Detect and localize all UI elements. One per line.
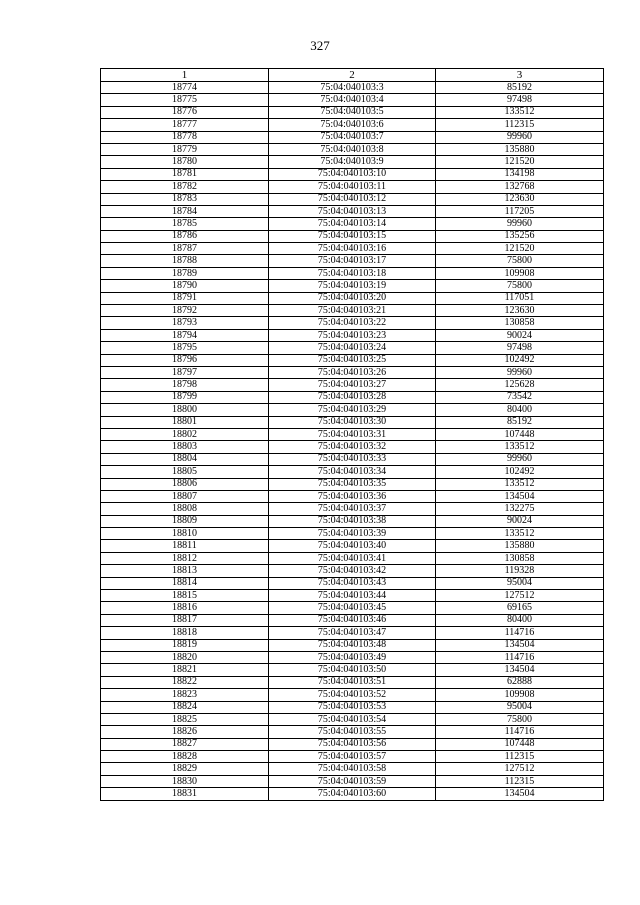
table-row [101,441,604,453]
row-number-cell: 18807 [101,490,269,502]
row-number-cell: 18797 [101,366,269,378]
row-number-cell: 18802 [101,428,269,440]
table-row [101,317,604,329]
cadastral-number-cell: 75:04:040103:32 [269,441,436,453]
row-number-cell: 18783 [101,193,269,205]
table-row [101,181,604,193]
table-row [101,243,604,255]
cadastral-number-cell: 75:04:040103:44 [269,590,436,602]
row-number-cell: 18829 [101,763,269,775]
value-cell: 133512 [436,528,604,540]
table-row [101,751,604,763]
value-cell: 133512 [436,478,604,490]
row-number-cell: 18780 [101,156,269,168]
cadastral-number-cell: 75:04:040103:8 [269,143,436,155]
value-cell: 102492 [436,466,604,478]
value-cell: 112315 [436,775,604,787]
table-row [101,490,604,502]
table-row [101,540,604,552]
cadastral-number-cell: 75:04:040103:35 [269,478,436,490]
value-cell: 90024 [436,515,604,527]
table-row [101,342,604,354]
row-number-cell: 18819 [101,639,269,651]
cadastral-number-cell: 75:04:040103:38 [269,515,436,527]
row-number-cell: 18793 [101,317,269,329]
row-number-cell: 18791 [101,292,269,304]
value-cell: 134504 [436,664,604,676]
value-cell: 99960 [436,453,604,465]
cadastral-number-cell: 75:04:040103:31 [269,428,436,440]
cadastral-number-cell: 75:04:040103:6 [269,119,436,131]
value-cell: 95004 [436,577,604,589]
value-cell: 123630 [436,193,604,205]
cadastral-number-cell: 75:04:040103:45 [269,602,436,614]
value-cell: 117205 [436,205,604,217]
cadastral-number-cell: 75:04:040103:7 [269,131,436,143]
cadastral-number-cell: 75:04:040103:52 [269,689,436,701]
value-cell: 134504 [436,639,604,651]
value-cell: 109908 [436,689,604,701]
table-row [101,515,604,527]
table-row [101,193,604,205]
table-row [101,478,604,490]
cadastral-number-cell: 75:04:040103:29 [269,404,436,416]
row-number-cell: 18805 [101,466,269,478]
value-cell: 117051 [436,292,604,304]
row-number-cell: 18821 [101,664,269,676]
header-row [101,69,604,82]
cadastral-number-cell: 75:04:040103:56 [269,738,436,750]
value-cell: 114716 [436,651,604,663]
table-row [101,305,604,317]
row-number-cell: 18803 [101,441,269,453]
value-cell: 127512 [436,590,604,602]
value-cell: 62888 [436,676,604,688]
table-row [101,329,604,341]
row-number-cell: 18823 [101,689,269,701]
cadastral-number-cell: 75:04:040103:20 [269,292,436,304]
row-number-cell: 18795 [101,342,269,354]
value-cell: 75800 [436,713,604,725]
table-row [101,82,604,94]
value-cell: 99960 [436,218,604,230]
value-cell: 133512 [436,441,604,453]
table-row [101,651,604,663]
table-row [101,267,604,279]
table-row [101,552,604,564]
value-cell: 130858 [436,552,604,564]
value-cell: 75800 [436,280,604,292]
table-header [101,69,604,82]
row-number-cell: 18811 [101,540,269,552]
cadastral-number-cell: 75:04:040103:11 [269,181,436,193]
row-number-cell: 18827 [101,738,269,750]
value-cell: 107448 [436,428,604,440]
value-cell: 114716 [436,627,604,639]
table-row [101,143,604,155]
table-row [101,453,604,465]
value-cell: 134198 [436,168,604,180]
row-number-cell: 18785 [101,218,269,230]
row-number-cell: 18808 [101,503,269,515]
table-row [101,689,604,701]
cadastral-number-cell: 75:04:040103:28 [269,391,436,403]
row-number-cell: 18784 [101,205,269,217]
cadastral-number-cell: 75:04:040103:17 [269,255,436,267]
cadastral-number-cell: 75:04:040103:22 [269,317,436,329]
table-row [101,280,604,292]
table-row [101,416,604,428]
page-number: 327 [310,38,330,53]
value-cell: 123630 [436,305,604,317]
table-row [101,230,604,242]
value-cell: 112315 [436,751,604,763]
row-number-cell: 18798 [101,379,269,391]
table-row [101,404,604,416]
row-number-cell: 18824 [101,701,269,713]
row-number-cell: 18813 [101,565,269,577]
cadastral-number-cell: 75:04:040103:3 [269,82,436,94]
cadastral-number-cell: 75:04:040103:33 [269,453,436,465]
cadastral-number-cell: 75:04:040103:18 [269,267,436,279]
column-header-3: 3 [436,69,604,82]
table-row [101,639,604,651]
value-cell: 99960 [436,366,604,378]
value-cell: 109908 [436,267,604,279]
cadastral-number-cell: 75:04:040103:25 [269,354,436,366]
value-cell: 135880 [436,143,604,155]
table-row [101,94,604,106]
cadastral-number-cell: 75:04:040103:9 [269,156,436,168]
table-row [101,391,604,403]
row-number-cell: 18826 [101,726,269,738]
cadastral-number-cell: 75:04:040103:15 [269,230,436,242]
table-row [101,528,604,540]
value-cell: 130858 [436,317,604,329]
value-cell: 90024 [436,329,604,341]
row-number-cell: 18781 [101,168,269,180]
value-cell: 119328 [436,565,604,577]
row-number-cell: 18809 [101,515,269,527]
value-cell: 135256 [436,230,604,242]
table-row [101,131,604,143]
cadastral-number-cell: 75:04:040103:47 [269,627,436,639]
row-number-cell: 18822 [101,676,269,688]
table-row [101,106,604,118]
column-header-1: 1 [101,69,269,82]
table-row [101,602,604,614]
row-number-cell: 18815 [101,590,269,602]
value-cell: 107448 [436,738,604,750]
table-row [101,156,604,168]
row-number-cell: 18800 [101,404,269,416]
value-cell: 133512 [436,106,604,118]
cadastral-number-cell: 75:04:040103:23 [269,329,436,341]
table-row [101,379,604,391]
row-number-cell: 18787 [101,243,269,255]
row-number-cell: 18812 [101,552,269,564]
value-cell: 134504 [436,788,604,800]
cadastral-number-cell: 75:04:040103:49 [269,651,436,663]
table-row [101,726,604,738]
column-header-2: 2 [269,69,436,82]
row-number-cell: 18790 [101,280,269,292]
row-number-cell: 18775 [101,94,269,106]
row-number-cell: 18786 [101,230,269,242]
row-number-cell: 18796 [101,354,269,366]
value-cell: 132768 [436,181,604,193]
row-number-cell: 18776 [101,106,269,118]
table-row [101,218,604,230]
value-cell: 73542 [436,391,604,403]
value-cell: 112315 [436,119,604,131]
cadastral-number-cell: 75:04:040103:50 [269,664,436,676]
row-number-cell: 18831 [101,788,269,800]
cadastral-number-cell: 75:04:040103:58 [269,763,436,775]
value-cell: 125628 [436,379,604,391]
cadastral-number-cell: 75:04:040103:14 [269,218,436,230]
cadastral-number-cell: 75:04:040103:30 [269,416,436,428]
cadastral-number-cell: 75:04:040103:42 [269,565,436,577]
cadastral-number-cell: 75:04:040103:54 [269,713,436,725]
table-row [101,701,604,713]
row-number-cell: 18777 [101,119,269,131]
value-cell: 75800 [436,255,604,267]
cadastral-number-cell: 75:04:040103:4 [269,94,436,106]
value-cell: 69165 [436,602,604,614]
cadastral-number-cell: 75:04:040103:24 [269,342,436,354]
table-row [101,366,604,378]
cadastral-number-cell: 75:04:040103:13 [269,205,436,217]
value-cell: 99960 [436,131,604,143]
row-number-cell: 18789 [101,267,269,279]
cadastral-number-cell: 75:04:040103:19 [269,280,436,292]
value-cell: 132275 [436,503,604,515]
value-cell: 95004 [436,701,604,713]
value-cell: 134504 [436,490,604,502]
table-row [101,354,604,366]
table-row [101,466,604,478]
cadastral-number-cell: 75:04:040103:34 [269,466,436,478]
cadastral-number-cell: 75:04:040103:51 [269,676,436,688]
table-row [101,168,604,180]
data-table [100,68,604,801]
value-cell: 121520 [436,156,604,168]
table-row [101,255,604,267]
value-cell: 85192 [436,82,604,94]
cadastral-number-cell: 75:04:040103:10 [269,168,436,180]
value-cell: 121520 [436,243,604,255]
table-row [101,664,604,676]
value-cell: 97498 [436,94,604,106]
cadastral-number-cell: 75:04:040103:16 [269,243,436,255]
row-number-cell: 18774 [101,82,269,94]
cadastral-number-cell: 75:04:040103:26 [269,366,436,378]
cadastral-number-cell: 75:04:040103:60 [269,788,436,800]
row-number-cell: 18828 [101,751,269,763]
cadastral-number-cell: 75:04:040103:37 [269,503,436,515]
row-number-cell: 18801 [101,416,269,428]
row-number-cell: 18825 [101,713,269,725]
table-row [101,590,604,602]
row-number-cell: 18782 [101,181,269,193]
cadastral-number-cell: 75:04:040103:40 [269,540,436,552]
row-number-cell: 18806 [101,478,269,490]
row-number-cell: 18779 [101,143,269,155]
table-row [101,627,604,639]
row-number-cell: 18778 [101,131,269,143]
row-number-cell: 18818 [101,627,269,639]
cadastral-number-cell: 75:04:040103:53 [269,701,436,713]
table-row [101,763,604,775]
cadastral-number-cell: 75:04:040103:55 [269,726,436,738]
row-number-cell: 18816 [101,602,269,614]
table-row [101,292,604,304]
row-number-cell: 18804 [101,453,269,465]
table-row [101,788,604,800]
row-number-cell: 18792 [101,305,269,317]
row-number-cell: 18799 [101,391,269,403]
value-cell: 102492 [436,354,604,366]
cadastral-number-cell: 75:04:040103:39 [269,528,436,540]
cadastral-number-cell: 75:04:040103:36 [269,490,436,502]
cadastral-number-cell: 75:04:040103:43 [269,577,436,589]
cadastral-number-cell: 75:04:040103:21 [269,305,436,317]
cadastral-number-cell: 75:04:040103:5 [269,106,436,118]
row-number-cell: 18814 [101,577,269,589]
table-row [101,119,604,131]
table-body [101,82,604,801]
row-number-cell: 18794 [101,329,269,341]
value-cell: 97498 [436,342,604,354]
value-cell: 135880 [436,540,604,552]
row-number-cell: 18820 [101,651,269,663]
table-row [101,503,604,515]
cadastral-number-cell: 75:04:040103:12 [269,193,436,205]
value-cell: 127512 [436,763,604,775]
table-row [101,614,604,626]
value-cell: 85192 [436,416,604,428]
value-cell: 114716 [436,726,604,738]
table-row [101,713,604,725]
row-number-cell: 18810 [101,528,269,540]
table-row [101,775,604,787]
cadastral-number-cell: 75:04:040103:46 [269,614,436,626]
value-cell: 80400 [436,614,604,626]
cadastral-number-cell: 75:04:040103:41 [269,552,436,564]
row-number-cell: 18788 [101,255,269,267]
cadastral-number-cell: 75:04:040103:59 [269,775,436,787]
table-row [101,577,604,589]
cadastral-number-cell: 75:04:040103:48 [269,639,436,651]
cadastral-number-cell: 75:04:040103:27 [269,379,436,391]
table-row [101,565,604,577]
table-row [101,428,604,440]
table-row [101,738,604,750]
value-cell: 80400 [436,404,604,416]
cadastral-number-cell: 75:04:040103:57 [269,751,436,763]
row-number-cell: 18830 [101,775,269,787]
table-row [101,676,604,688]
table-row [101,205,604,217]
row-number-cell: 18817 [101,614,269,626]
